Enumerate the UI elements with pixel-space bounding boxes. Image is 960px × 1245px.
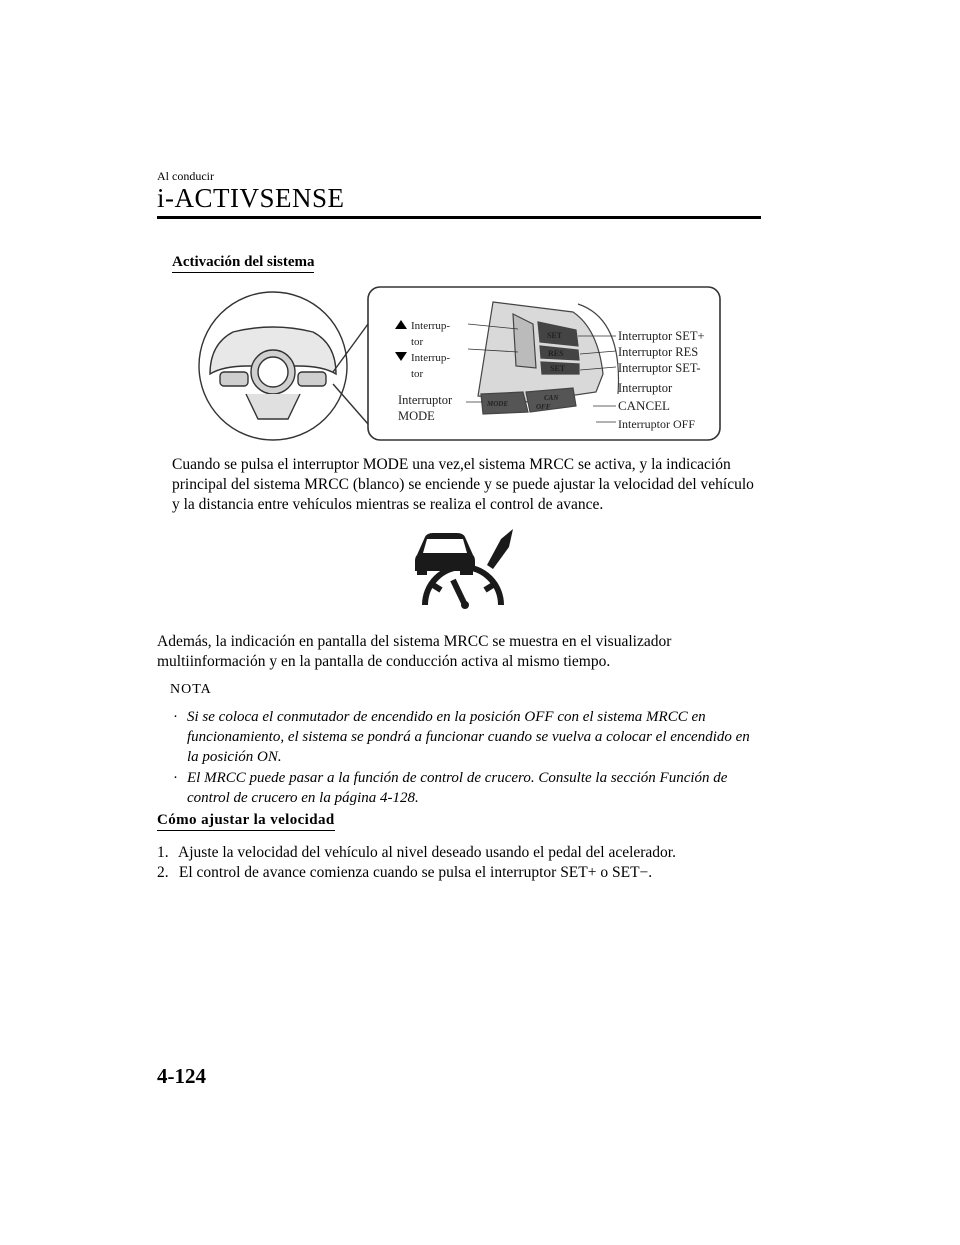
steering-switch-figure (198, 284, 723, 446)
cancel-label-2: CANCEL (618, 398, 670, 413)
note-item-text: El MRCC puede pasar a la función de control de crucero. Consulte la sección Función de control de crucero en la página 4-128. (187, 770, 728, 806)
mode-label-2: MODE (398, 409, 435, 423)
can-button-text: CAN (544, 394, 559, 402)
activation-heading: Activación del sistema (172, 254, 314, 273)
set-plus-label: Interruptor SET+ (618, 329, 705, 343)
up-switch-label-1: Interrup- (411, 320, 451, 332)
set-minus-button-text: SET (550, 364, 566, 373)
set-minus-label: Interruptor SET- (618, 361, 701, 375)
bullet-icon: · (173, 709, 178, 725)
section-label: Al conducir (157, 169, 214, 183)
off-label: Interruptor OFF (618, 417, 695, 431)
steering-wheel-illustration (199, 292, 368, 440)
step-number: 1. (157, 844, 169, 861)
step-text: Ajuste la velocidad del vehículo al nivel deseado usando el pedal del acelerador. (178, 844, 676, 861)
display-paragraph: Además, la indicación en pantalla del sistema MRCC se muestra en el visualizador multiinformación y en la pantalla de conducción activa al mismo tiempo. (157, 633, 672, 670)
step-text: El control de avance comienza cuando se pulsa el interruptor SET+ o SET−. (178, 864, 653, 881)
set-plus-button-text: SET (547, 331, 563, 340)
note-item (173, 768, 757, 808)
mode-label-1: Interruptor (398, 393, 453, 407)
res-button-text: RES (548, 349, 564, 358)
mode-button-text: MODE (487, 400, 509, 408)
down-switch-label-1: Interrup- (411, 352, 451, 364)
step-item (157, 863, 652, 883)
note-item-text: Si se coloca el conmutador de encendido en la posición OFF con el sistema MRCC en funcionamiento, el sistema se pondrá a funcionar cuando se vuelva a colocar el encendido en la posición ON. (187, 709, 750, 765)
chapter-title: i-ACTIVSENSE (157, 183, 345, 213)
speed-heading: Cómo ajustar la velocidad (157, 812, 335, 831)
mrcc-indicator-icon (405, 525, 517, 609)
step-item (157, 843, 676, 863)
bullet-icon: · (173, 770, 178, 786)
cancel-label-1: Interruptor (618, 381, 673, 395)
down-switch-label-2: tor (411, 368, 424, 380)
page-number: 4-124 (157, 1064, 206, 1088)
res-label: Interruptor RES (618, 345, 699, 359)
mode-paragraph: Cuando se pulsa el interruptor MODE una vez,el sistema MRCC se activa, y la indicación principal del sistema MRCC (blanco) se enciende y se puede ajustar la velocidad del vehículo y la distancia entre vehículos mientras se realiza el control de avance. (172, 456, 754, 513)
step-number: 2. (157, 864, 169, 881)
note-item (173, 707, 757, 767)
note-title: NOTA (170, 682, 212, 697)
header-rule (157, 216, 761, 219)
off-button-text: OFF (536, 403, 551, 411)
up-switch-label-2: tor (411, 336, 424, 348)
